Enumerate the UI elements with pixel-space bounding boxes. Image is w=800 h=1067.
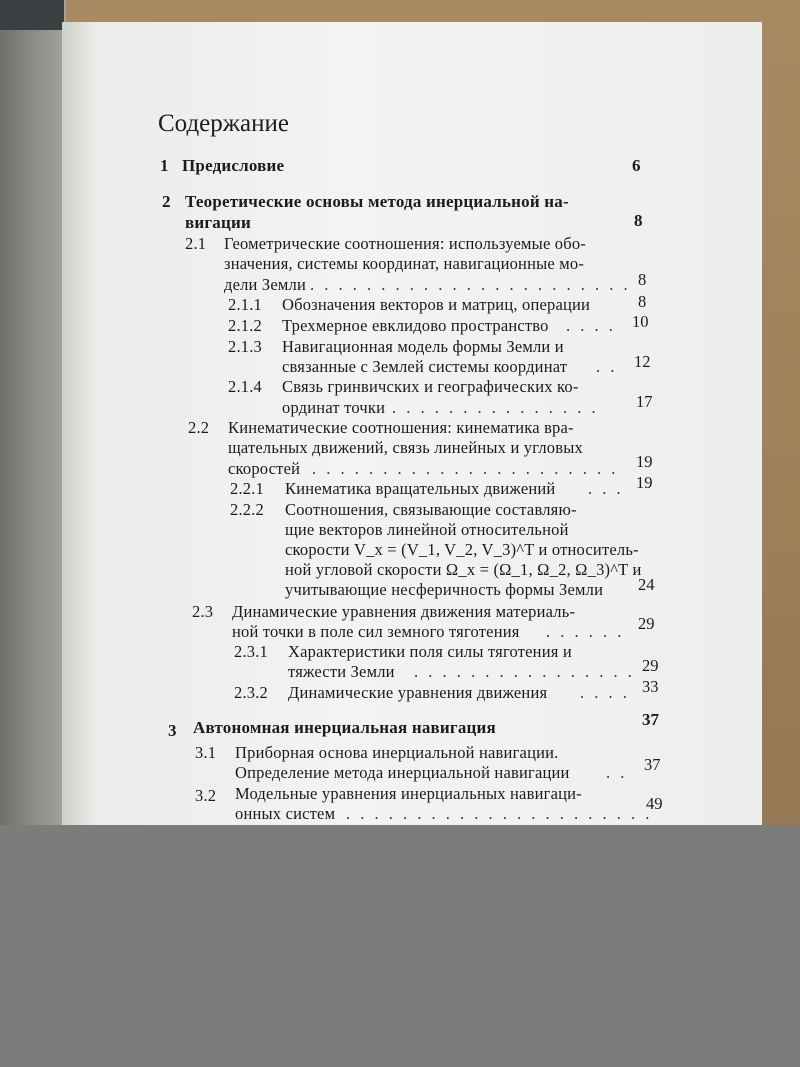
entry-page: 24: [638, 575, 655, 594]
entry-title: Кинематика вращательных движений: [285, 479, 556, 498]
entry-number: 3: [168, 721, 177, 740]
entry-title-line: Теоретические основы метода инерциальной на-: [185, 192, 569, 211]
entry-title-line: Динамические уравнения движения материаль-: [232, 602, 576, 621]
entry-title: Динамические уравнения движения: [288, 683, 548, 702]
entry-page: 33: [642, 677, 659, 696]
entry-title-line: ординат точки: [282, 398, 386, 417]
entry-page: 17: [636, 392, 653, 411]
entry-title-line: онных систем: [235, 804, 336, 823]
entry-page: 8: [634, 211, 643, 230]
entry-title-line: Связь гринвичских и географических ко-: [282, 377, 579, 396]
entry-page: 29: [642, 656, 659, 675]
entry-page: 29: [638, 614, 655, 633]
dot-leader: . . . . . .: [546, 622, 625, 641]
entry-title-line: вигации: [185, 213, 251, 232]
entry-number: 2.2.2: [230, 500, 264, 519]
entry-page: 12: [634, 352, 651, 371]
entry-title: Предисловие: [182, 156, 285, 175]
entry-title: Обозначения векторов и матриц, операции: [282, 295, 591, 314]
entry-title: Трехмерное евклидово пространство: [282, 316, 549, 335]
entry-title-line: дели Земли: [224, 275, 307, 294]
dot-leader: . . . .: [566, 316, 616, 335]
dot-leader: . .: [606, 763, 628, 782]
entry-number: 2.1: [185, 234, 207, 253]
entry-page: 49: [646, 794, 663, 813]
entry-number: 2.3.1: [234, 642, 268, 661]
entry-title-line: ной угловой скорости Ω_x = (Ω_1, Ω_2, Ω_3)^T и: [285, 560, 642, 579]
entry-number: 2.3.2: [234, 683, 268, 702]
entry-title-line: Характеристики поля силы тяготения и: [288, 642, 572, 661]
dot-leader: . . . . . . . . . . . . . . . . . . . . . . .: [310, 275, 631, 294]
entry-number: 2.3: [192, 602, 214, 621]
entry-number: 2.2: [188, 418, 210, 437]
entry-page: 6: [632, 156, 641, 175]
entry-title-line: скоростей: [228, 459, 301, 478]
entry-title-line: Кинематические соотношения: кинематика вра-: [228, 418, 574, 437]
entry-title-line: щательных движений, связь линейных и угловых: [228, 438, 583, 457]
entry-title-line: значения, системы координат, навигационные мо-: [224, 254, 585, 273]
dot-leader: . . . . . . . . . . . . . . . .: [414, 662, 635, 681]
book-spine-top: [0, 0, 64, 30]
entry-number: 1: [160, 156, 169, 175]
entry-page: 37: [642, 710, 659, 729]
entry-page: 8: [638, 292, 647, 311]
entry-number: 3.1: [195, 743, 217, 762]
entry-page: 37: [644, 755, 661, 774]
dot-leader: . . . . . . . . . . . . . . . . . . . . . .: [312, 459, 619, 478]
dot-leader: . . . .: [580, 683, 630, 702]
grey-overlay: [0, 825, 800, 1067]
entry-title-line: щие векторов линейной относительной: [285, 520, 569, 539]
book-cover-edge: [0, 0, 66, 840]
entry-page: 10: [632, 312, 649, 331]
dot-leader: . .: [596, 357, 618, 376]
entry-title-line: Геометрические соотношения: используемые обо-: [224, 234, 587, 253]
dot-leader: . . . . . . . . . . . . . . .: [392, 398, 599, 417]
entry-number: 3.2: [195, 786, 217, 805]
entry-number: 2.2.1: [230, 479, 264, 498]
entry-page: 19: [636, 473, 653, 492]
entry-number: 2.1.2: [228, 316, 262, 335]
entry-number: 2.1.3: [228, 337, 262, 356]
entry-number: 2.1.1: [228, 295, 262, 314]
entry-title-line: Соотношения, связывающие составляю-: [285, 500, 577, 519]
entry-title-line: скорости V_x = (V_1, V_2, V_3)^T и относитель-: [285, 540, 639, 559]
entry-title-line: тяжести Земли: [288, 662, 395, 681]
entry-title-line: учитывающие несферичность формы Земли: [285, 580, 604, 599]
entry-number: 2.1.4: [228, 377, 262, 396]
dot-leader: . . .: [588, 479, 624, 498]
entry-title-line: Навигационная модель формы Земли и: [282, 337, 564, 356]
entry-number: 2: [162, 192, 171, 211]
dot-leader: . . . . . . . . . . . . . . . . . . . . . .: [346, 804, 653, 823]
entry-title-line: ной точки в поле сил земного тяготения: [232, 622, 520, 641]
entry-title-line: Модельные уравнения инерциальных навигаци-: [235, 784, 582, 803]
entry-title-line: Определение метода инерциальной навигации: [235, 763, 570, 782]
entry-title-line: связанные с Землей системы координат: [282, 357, 568, 376]
entry-page: 19: [636, 452, 653, 471]
entry-page: 8: [638, 270, 647, 289]
entry-title: Автономная инерциальная навигация: [193, 718, 496, 737]
entry-title-line: Приборная основа инерциальной навигации.: [235, 743, 559, 762]
toc-heading: Содержание: [158, 110, 289, 137]
